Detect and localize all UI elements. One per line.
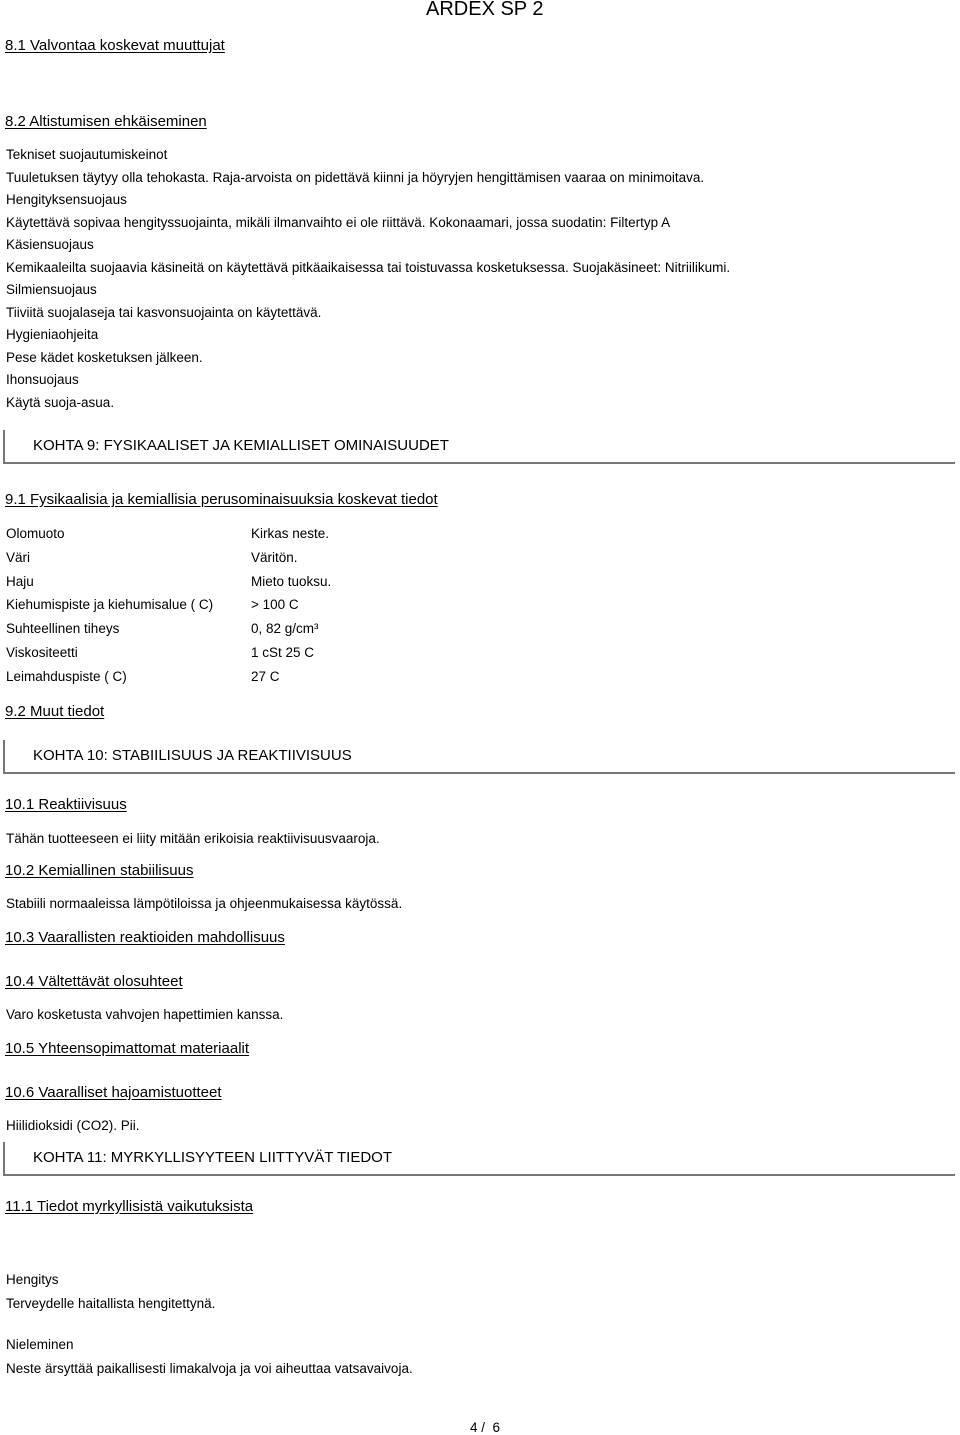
text-hand-protection: Kemikaaleilta suojaavia käsineitä on käytettävä pitkäaikaisessa tai toistuvassa kosketuksessa. Suojakäsineet: Nitriilikumi. — [6, 260, 731, 275]
text-10-1: Tähän tuotteeseen ei liity mitään erikoisia reaktiivisuusvaaroja. — [6, 831, 380, 846]
heading-10-3: 10.3 Vaarallisten reaktioiden mahdollisuus — [5, 929, 285, 946]
section-9-title: KOHTA 9: FYSIKAALISET JA KEMIALLISET OMINAISUUDET — [33, 437, 449, 454]
text-hygiene: Pese kädet kosketuksen jälkeen. — [6, 350, 203, 365]
label-ingestion: Nieleminen — [6, 1337, 74, 1352]
property-key: Leimahduspiste ( C) — [6, 669, 127, 684]
property-value: Mieto tuoksu. — [251, 574, 332, 589]
section-9-header — [5, 430, 955, 464]
property-value: Kirkas neste. — [251, 526, 330, 541]
text-10-2: Stabiili normaaleissa lämpötiloissa ja ohjeenmukaisessa käytössä. — [6, 896, 403, 911]
section-11-title: KOHTA 11: MYRKYLLISYYTEEN LIITTYVÄT TIEDOT — [33, 1149, 392, 1166]
property-key: Haju — [6, 574, 34, 589]
text-10-4: Varo kosketusta vahvojen hapettimien kanssa. — [6, 1007, 284, 1022]
label-respiratory-protection: Hengityksensuojaus — [6, 192, 127, 207]
property-key: Väri — [6, 550, 31, 565]
property-key: Viskositeetti — [6, 645, 78, 660]
property-key: Kiehumispiste ja kiehumisalue ( C) — [6, 597, 214, 612]
heading-8-1: 8.1 Valvontaa koskevat muuttujat — [5, 37, 225, 54]
text-10-6: Hiilidioksidi (CO2). Pii. — [6, 1118, 140, 1133]
text-respiratory-protection: Käytettävä sopivaa hengityssuojainta, mikäli ilmanvaihto ei ole riittävä. Kokonaamari, jossa suodatin: Filtertyp A — [6, 215, 671, 230]
property-value: 0, 82 g/cm³ — [251, 621, 319, 636]
text-eye-protection: Tiiviitä suojalaseja tai kasvonsuojainta on käytettävä. — [6, 305, 322, 320]
text-skin-protection: Käytä suoja-asua. — [6, 395, 115, 410]
property-value: > 100 C — [251, 597, 299, 612]
text-ingestion: Neste ärsyttää paikallisesti limakalvoja ja voi aiheuttaa vatsavaivoja. — [6, 1361, 413, 1376]
heading-9-1: 9.1 Fysikaalisia ja kemiallisia perusominaisuuksia koskevat tiedot — [5, 491, 438, 508]
label-inhalation: Hengitys — [6, 1272, 59, 1287]
section-11-header — [5, 1142, 955, 1176]
property-key: Suhteellinen tiheys — [6, 621, 120, 636]
heading-10-2: 10.2 Kemiallinen stabiilisuus — [5, 862, 194, 879]
product-name: ARDEX SP 2 — [426, 0, 544, 20]
page-number: 4 / 6 — [470, 1420, 501, 1435]
label-skin-protection: Ihonsuojaus — [6, 372, 79, 387]
heading-9-2: 9.2 Muut tiedot — [5, 703, 105, 720]
heading-10-1: 10.1 Reaktiivisuus — [5, 796, 127, 813]
heading-8-2: 8.2 Altistumisen ehkäiseminen — [5, 113, 207, 130]
label-hand-protection: Käsiensuojaus — [6, 237, 94, 252]
property-value: Väritön. — [251, 550, 298, 565]
heading-10-4: 10.4 Vältettävät olosuhteet — [5, 973, 183, 990]
heading-10-6: 10.6 Vaaralliset hajoamistuotteet — [5, 1084, 222, 1101]
label-hygiene: Hygieniaohjeita — [6, 327, 99, 342]
heading-10-5: 10.5 Yhteensopimattomat materiaalit — [5, 1040, 250, 1057]
section-10-title: KOHTA 10: STABIILISUUS JA REAKTIIVISUUS — [33, 747, 352, 764]
label-eye-protection: Silmiensuojaus — [6, 282, 97, 297]
text-ventilation: Tuuletuksen täytyy olla tehokasta. Raja-arvoista on pidettävä kiinni ja höyryjen hengittämisen vaaraa on minimoitava. — [6, 170, 705, 185]
property-value: 27 C — [251, 669, 280, 684]
property-key: Olomuoto — [6, 526, 65, 541]
section-10-header — [5, 740, 955, 774]
heading-11-1: 11.1 Tiedot myrkyllisistä vaikutuksista — [5, 1198, 254, 1215]
property-value: 1 cSt 25 C — [251, 645, 315, 660]
text-inhalation: Terveydelle haitallista hengitettynä. — [6, 1296, 216, 1311]
label-technical-protection: Tekniset suojautumiskeinot — [6, 147, 168, 162]
